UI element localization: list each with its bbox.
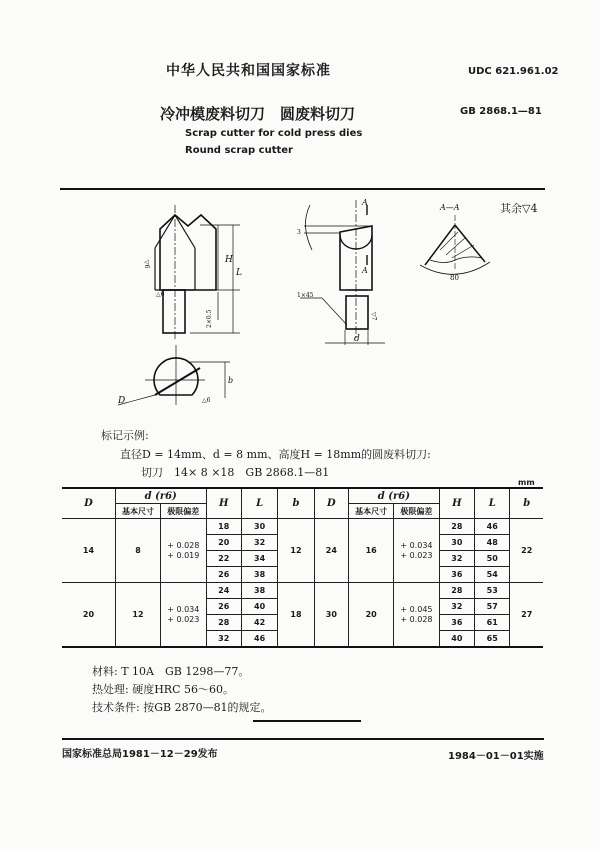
cell-H: 32 <box>206 631 241 648</box>
label-L: L <box>236 268 242 278</box>
example-line-2: 切刀 14× 8 ×18 GB 2868.1—81 <box>141 466 330 479</box>
header-D: D <box>62 488 115 519</box>
title-cn: 冷冲模废料切刀 圆废料切刀 <box>160 105 356 123</box>
tolerance-value: + 0.045 <box>400 604 433 614</box>
top-view <box>118 345 230 405</box>
cell-L: 46 <box>475 519 510 535</box>
title-en-2: Round scrap cutter <box>185 145 293 156</box>
end-rule <box>253 720 361 722</box>
table-row <box>62 583 543 599</box>
header-basic-size: 基本尺寸 <box>115 504 160 519</box>
roughness-note: 其余▽4 <box>500 202 538 215</box>
table-row <box>62 519 543 535</box>
header-limit-deviation: 极限偏差 <box>161 504 206 519</box>
cell-H: 28 <box>439 519 474 535</box>
cell-D: 24 <box>314 519 348 583</box>
label-thread: 2×0.5 <box>206 309 213 328</box>
cell-L: 48 <box>475 535 510 551</box>
cell-b: 12 <box>278 519 314 583</box>
tolerance-value: + 0.019 <box>167 550 200 560</box>
label-b: b <box>228 376 234 385</box>
cell-d-tolerance <box>394 583 439 648</box>
gb-code: GB 2868.1—81 <box>460 106 542 117</box>
cell-L: 42 <box>241 615 277 631</box>
note-material: 材料: T 10A GB 1298—77。 <box>92 665 250 678</box>
cell-b: 27 <box>510 583 543 648</box>
front-view <box>155 205 240 340</box>
cell-L: 53 <box>475 583 510 599</box>
cell-H: 32 <box>439 551 474 567</box>
cell-H: 24 <box>206 583 241 599</box>
table-body <box>62 519 543 648</box>
cell-L: 34 <box>241 551 277 567</box>
header-d: d (r6) <box>115 488 206 504</box>
header-H-2: H <box>439 488 474 519</box>
cell-H: 28 <box>206 615 241 631</box>
label-roughness-4: ▽7 <box>370 312 377 321</box>
cell-H: 22 <box>206 551 241 567</box>
tolerance-value: + 0.023 <box>400 550 433 560</box>
label-three: 3 <box>297 229 301 236</box>
cell-d-basic: 12 <box>115 583 160 648</box>
cell-H: 36 <box>439 615 474 631</box>
cell-d-basic: 16 <box>349 519 394 583</box>
cell-H: 20 <box>206 535 241 551</box>
cell-d-tolerance <box>161 583 206 648</box>
header-D-2: D <box>314 488 348 519</box>
label-roughness-3: △6 <box>202 397 211 404</box>
udc-code: UDC 621.961.02 <box>468 66 559 77</box>
label-H: H <box>225 255 233 265</box>
tolerance-value: + 0.028 <box>400 614 433 624</box>
cell-L: 46 <box>241 631 277 648</box>
technical-drawing <box>0 0 600 420</box>
cell-d-basic: 20 <box>349 583 394 648</box>
cell-b: 18 <box>278 583 314 648</box>
cell-L: 54 <box>475 567 510 583</box>
cell-b: 22 <box>510 519 543 583</box>
issued-date: 国家标准总局1981－12－29发布 <box>62 749 218 760</box>
cell-L: 40 <box>241 599 277 615</box>
effective-date: 1984－01－01实施 <box>448 751 544 762</box>
header-L: L <box>241 488 277 519</box>
cell-d-tolerance <box>394 519 439 583</box>
label-d: d <box>354 334 360 344</box>
cell-L: 65 <box>475 631 510 648</box>
cell-L: 38 <box>241 567 277 583</box>
cell-H: 40 <box>439 631 474 648</box>
label-roughness-2: △6 <box>156 291 165 298</box>
header-b: b <box>278 488 314 519</box>
cell-D: 14 <box>62 519 115 583</box>
header-d-2: d (r6) <box>349 488 440 504</box>
label-angle: 80 <box>450 274 459 282</box>
footer-rule <box>62 738 544 740</box>
example-heading: 标记示例: <box>101 429 149 442</box>
header-basic-size-2: 基本尺寸 <box>349 504 394 519</box>
tolerance-value: + 0.023 <box>167 614 200 624</box>
cell-L: 57 <box>475 599 510 615</box>
label-D: D <box>118 396 126 406</box>
label-A-bottom: A <box>362 266 368 275</box>
cell-L: 50 <box>475 551 510 567</box>
cell-H: 26 <box>206 567 241 583</box>
label-roughness-1: ▽6 <box>143 260 150 269</box>
cell-D: 20 <box>62 583 115 648</box>
label-chamfer: 1×45 <box>297 292 314 299</box>
cell-D: 30 <box>314 583 348 648</box>
tolerance-value: + 0.034 <box>167 604 200 614</box>
org-title: 中华人民共和国国家标准 <box>166 63 331 79</box>
label-A-top: A <box>362 198 368 207</box>
label-section: A—A <box>440 203 460 212</box>
note-technical-conditions: 技术条件: 按GB 2870—81的规定。 <box>92 701 272 714</box>
cell-H: 32 <box>439 599 474 615</box>
header-L-2: L <box>475 488 510 519</box>
cell-d-basic: 8 <box>115 519 160 583</box>
cell-H: 36 <box>439 567 474 583</box>
dimension-table <box>62 487 543 648</box>
note-heat-treatment: 热处理: 硬度HRC 56～60。 <box>92 683 234 696</box>
cell-H: 28 <box>439 583 474 599</box>
cell-H: 18 <box>206 519 241 535</box>
tolerance-value: + 0.034 <box>400 540 433 550</box>
cell-H: 30 <box>439 535 474 551</box>
cell-H: 26 <box>206 599 241 615</box>
tolerance-value: + 0.028 <box>167 540 200 550</box>
header-limit-deviation-2: 极限偏差 <box>394 504 439 519</box>
cell-d-tolerance <box>161 519 206 583</box>
cell-L: 32 <box>241 535 277 551</box>
unit-label: mm <box>518 478 535 487</box>
header-b-2: b <box>510 488 543 519</box>
cell-L: 61 <box>475 615 510 631</box>
section-view <box>420 215 490 274</box>
header-H: H <box>206 488 241 519</box>
cell-L: 38 <box>241 583 277 599</box>
example-line-1: 直径D = 14mm、d = 8 mm、高度H = 18mm的圆废料切刀: <box>120 448 431 461</box>
title-en-1: Scrap cutter for cold press dies <box>185 128 363 139</box>
cell-L: 30 <box>241 519 277 535</box>
side-view <box>300 200 385 345</box>
